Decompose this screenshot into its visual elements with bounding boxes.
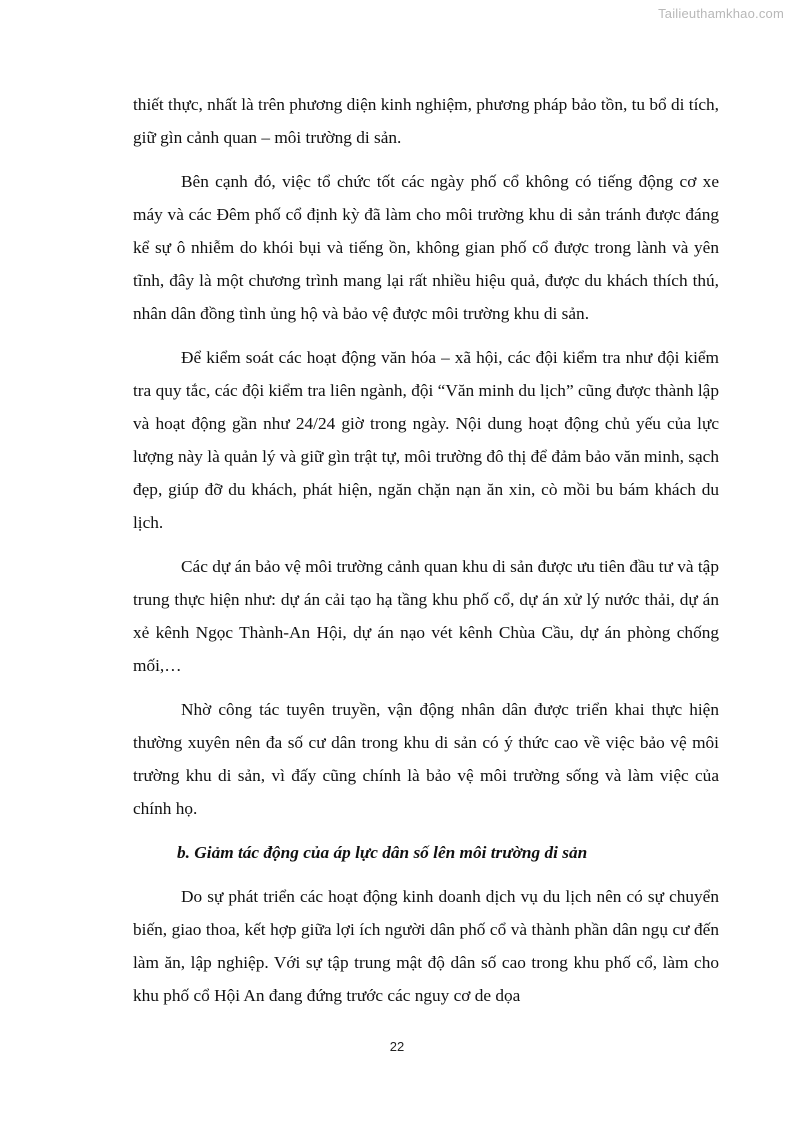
paragraph-car-free-days: Bên cạnh đó, việc tổ chức tốt các ngày phố cổ không có tiếng động cơ xe máy và các Đêm phố cổ định kỳ đã làm cho môi trường khu di sản tránh được đáng kể sự ô nhiễm do khói bụi và tiếng ồn, không gian phố cổ được trong lành và yên tĩnh, đây là một chương trình mang lại rất nhiều hiệu quả, được du khách thích thú, nhân dân đồng tình ủng hộ và bảo vệ được môi trường khu di sản. [133,172,719,323]
page-body [133,88,719,1012]
page-number: 22 [389,1039,405,1054]
watermark: Tailieuthamkhao.com [658,6,784,21]
paragraph-inspection-teams: Để kiểm soát các hoạt động văn hóa – xã hội, các đội kiểm tra như đội kiểm tra quy tắc, các đội kiểm tra liên ngành, đội “Văn minh du lịch” cũng được thành lập và hoạt động gần như 24/24 giờ trong ngày. Nội dung hoạt động chủ yếu của lực lượng này là quản lý và giữ gìn trật tự, môi trường đô thị để đảm bảo văn minh, sạch đẹp, giúp đỡ du khách, phát hiện, ngăn chặn nạn ăn xin, cò mồi bu bám khách du lịch. [133,348,719,532]
paragraph-propaganda: Nhờ công tác tuyên truyền, vận động nhân dân được triển khai thực hiện thường xuyên nên đa số cư dân trong khu di sản có ý thức cao về việc bảo vệ môi trường khu di sản, vì đấy cũng chính là bảo vệ môi trường sống và làm việc của chính họ. [133,700,719,818]
paragraph-continuation: thiết thực, nhất là trên phương diện kinh nghiệm, phương pháp bảo tồn, tu bổ di tích, giữ gìn cảnh quan – môi trường di sản. [133,95,719,147]
section-heading: b. Giảm tác động của áp lực dân số lên môi trường di sản [177,843,588,862]
paragraph-population: Do sự phát triển các hoạt động kinh doanh dịch vụ du lịch nên có sự chuyển biến, giao thoa, kết hợp giữa lợi ích người dân phố cổ và thành phần dân ngụ cư đến làm ăn, lập nghiệp. Với sự tập trung mật độ dân số cao trong khu phố cổ, làm cho khu phố cổ Hội An đang đứng trước các nguy cơ de dọa [133,887,719,1005]
paragraph-projects: Các dự án bảo vệ môi trường cảnh quan khu di sản được ưu tiên đầu tư và tập trung thực hiện như: dự án cải tạo hạ tầng khu phố cổ, dự án xử lý nước thải, dự án xẻ kênh Ngọc Thành-An Hội, dự án nạo vét kênh Chùa Cầu, dự án phòng chống mối,… [133,557,719,675]
